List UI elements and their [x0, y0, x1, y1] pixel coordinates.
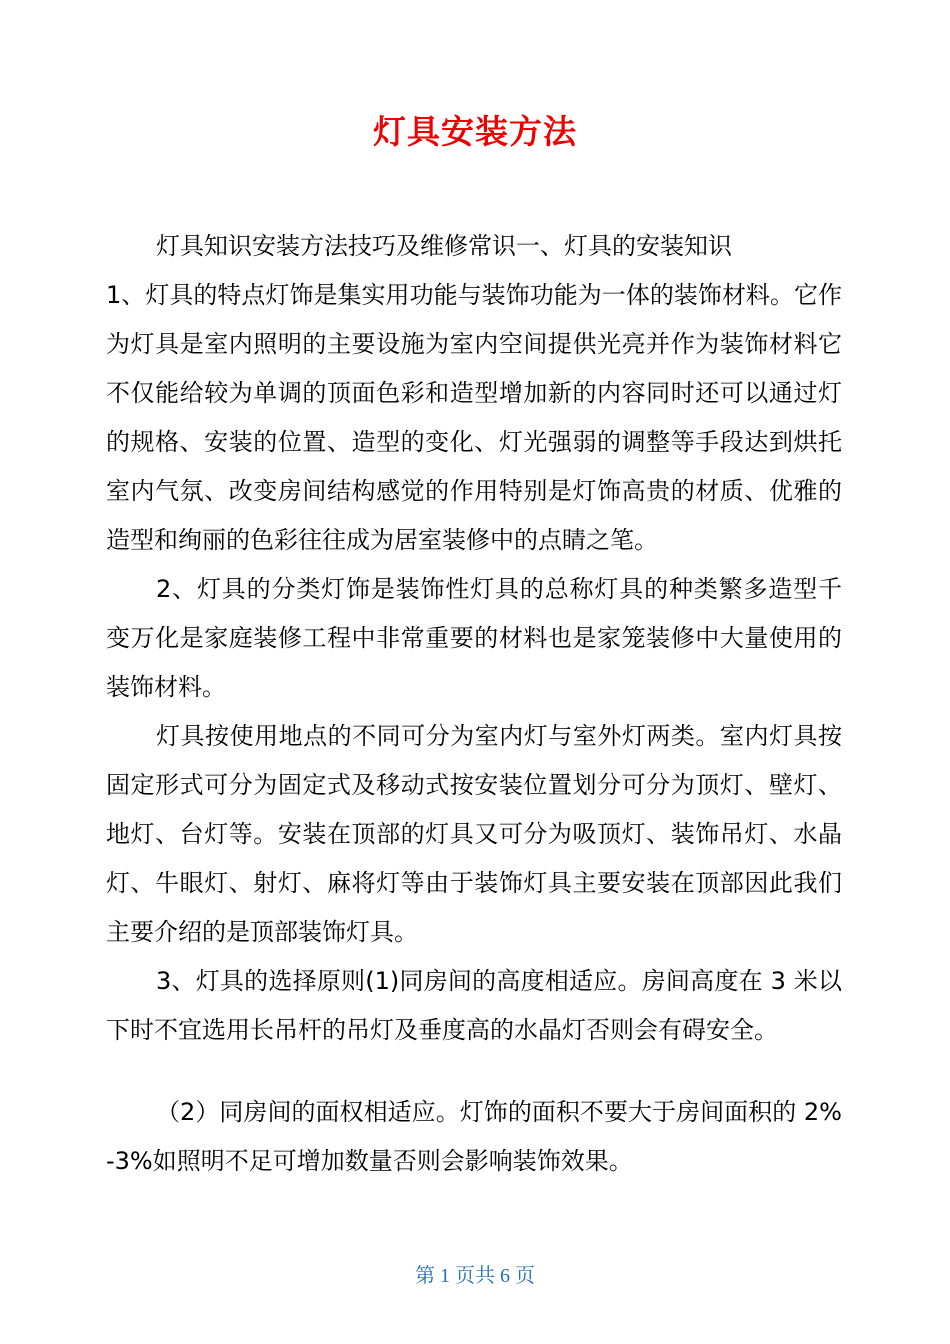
paragraph-selection-principle: 3、灯具的选择原则(1)同房间的高度相适应。房间高度在 3 米以下时不宜选用长吊杆的吊灯及垂度高的水晶灯否则会有碍安全。: [106, 967, 842, 1044]
document-body: [106, 222, 842, 1186]
paragraph-features: 1、灯具的特点灯饰是集实用功能与装饰功能为一体的装饰材料。它作为灯具是室内照明的主要设施为室内空间提供光亮并作为装饰材料它不仅能给较为单调的顶面色彩和造型增加新的内容同时还可以通过灯的规格、安装的位置、造型的变化、灯光强弱的调整等手段达到烘托室内气氛、改变房间结构感觉的作用特别是灯饰高贵的材质、优雅的造型和绚丽的色彩往往成为居室装修中的点睛之笔。: [106, 281, 842, 554]
paragraph-indoor-outdoor: 灯具按使用地点的不同可分为室内灯与室外灯两类。室内灯具按固定形式可分为固定式及移动式按安装位置划分可分为顶灯、壁灯、地灯、台灯等。安装在顶部的灯具又可分为吸顶灯、装饰吊灯、水晶灯、牛眼灯、射灯、麻将灯等由于装饰灯具主要安装在顶部因此我们主要介绍的是顶部装饰灯具。: [106, 722, 842, 946]
paragraph-area-rule: （2）同房间的面权相适应。灯饰的面积不要大于房间面积的 2%-3%如照明不足可增加数量否则会影响装饰效果。: [106, 1098, 842, 1175]
paragraph-intro: 灯具知识安装方法技巧及维修常识一、灯具的安装知识: [156, 232, 732, 260]
page-number-footer: 第 1 页共 6 页: [415, 1265, 535, 1287]
document-title: 灯具安装方法: [373, 112, 577, 151]
paragraph-classification: 2、灯具的分类灯饰是装饰性灯具的总称灯具的种类繁多造型千变万化是家庭装修工程中非常重要的材料也是家笼装修中大量使用的装饰材料。: [106, 575, 842, 701]
